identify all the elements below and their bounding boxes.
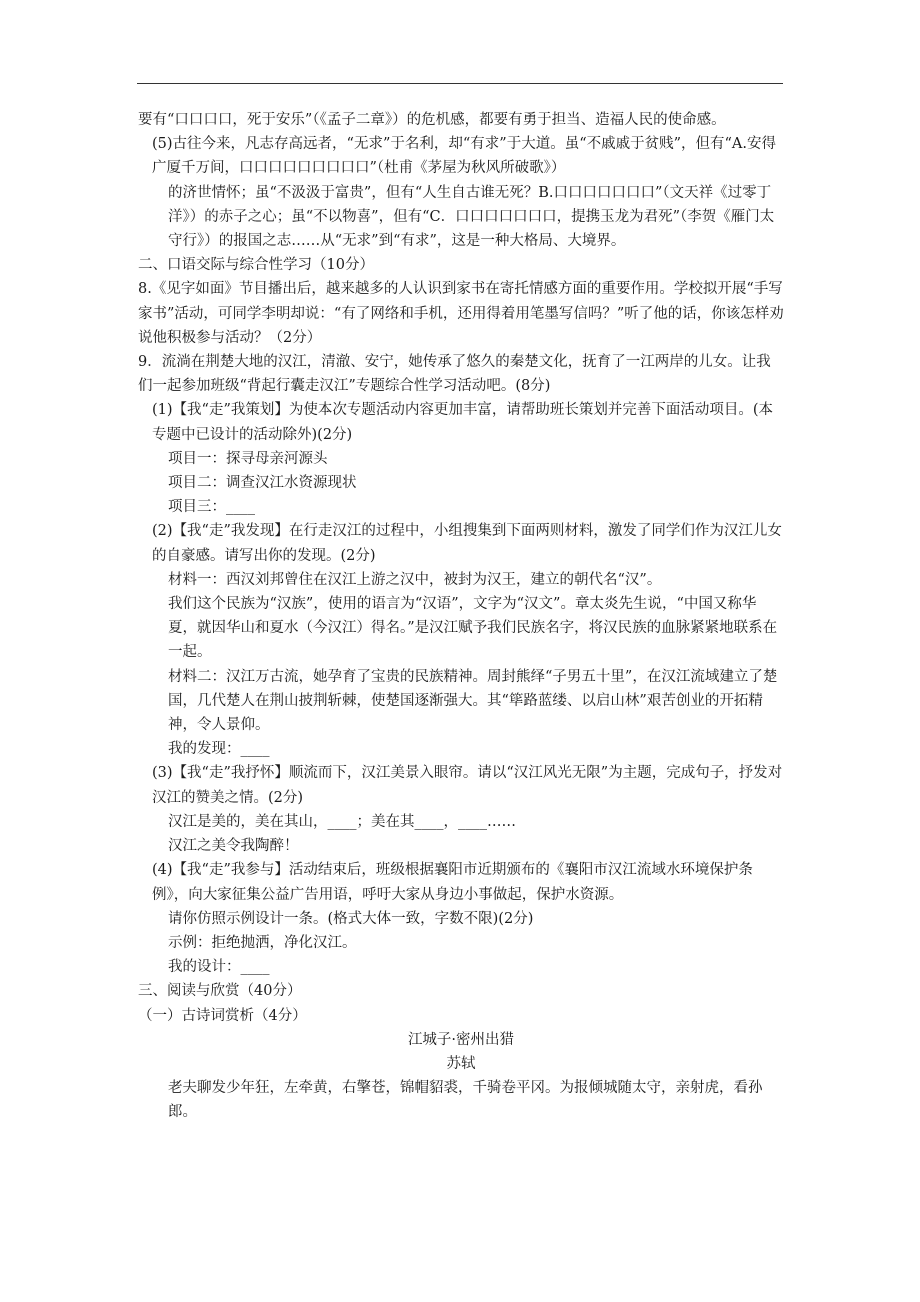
text-line: 请你仿照示例设计一条。(格式大体一致，字数不限)(2分) xyxy=(168,910,534,927)
text-line: 我的发现：____ xyxy=(168,741,270,758)
poem-author: 苏轼 xyxy=(446,1055,476,1072)
header-rule xyxy=(137,83,783,84)
poem-body: 老夫聊发少年狂，左牵黄，右擎苍，锦帽貂裘，千骑卷平冈。为报倾城随太守，亲射虎，看孙郎。 xyxy=(168,1080,763,1121)
text-line: 项目一：探寻母亲河源头 xyxy=(168,450,328,467)
text-line: 项目三：____ xyxy=(168,499,255,516)
text-line: 汉江是美的，美在其山，____；美在其____，____…… xyxy=(168,813,516,830)
question-5: (5)古往今来，凡志存高远者，“无求”于名利，却“有求”于大道。虽“不戚戚于贫贱”，但有“A.安得广厦千万间，口口口口口口口口口”（杜甫《茅屋为秋风所破歌》） xyxy=(152,136,777,177)
text-line: 要有“口口口口，死于安乐”（《孟子二章》）的危机感，都要有勇于担当、造福人民的使命感。 xyxy=(138,112,726,128)
subquestion-3: (3)【我“走”我抒怀】顺流而下，汉江美景入眼帘。请以“汉江风光无限”为主题，完成句子，抒发对汉江的赞美之情。(2分) xyxy=(152,765,783,806)
subquestion-2: (2)【我“走”我发现】在行走汉江的过程中，小组搜集到下面两则材料，激发了同学们作为汉江儿女的自豪感。请写出你的发现。(2分) xyxy=(152,523,782,564)
section-heading: 二、口语交际与综合性学习（10分） xyxy=(138,257,374,274)
text-line: 的济世情怀；虽“不汲汲于富贵”，但有“人生自古谁无死？B.口口口口口口口”（文天祥《过零丁洋》）的赤子之心；虽“不以物喜”，但有“C．口口口口口口口，提携玉龙为君死”（李贺《雁门太守行》）的报国之志……从“无求”到“有求”，这是一种大格局、大境界。 xyxy=(168,184,775,250)
text-line: 汉江之美令我陶醉！ xyxy=(168,838,299,855)
question-9: 9．流淌在荆楚大地的汉江，清澈、安宁，她传承了悠久的秦楚文化，抚育了一江两岸的儿女。让我们一起参加班级“背起行囊走汉江”专题综合性学习活动吧。(8分) xyxy=(138,354,771,395)
text-line: 我的设计：____ xyxy=(168,959,270,976)
section-heading: 三、阅读与欣赏（40分） xyxy=(138,983,302,1000)
subquestion-4: (4)【我“走”我参与】活动结束后，班级根据襄阳市近期颁布的《襄阳市汉江流域水环境保护条例》，向大家征集公益广告用语，呼吁大家从身边小事做起，保护水资源。 xyxy=(152,862,753,903)
text-line: 项目二：调查汉江水资源现状 xyxy=(168,475,357,492)
document-body xyxy=(138,108,784,1125)
poem-title: 江城子·密州出猎 xyxy=(407,1031,515,1048)
subsection-heading: （一）古诗词赏析（4分） xyxy=(138,1007,307,1024)
material-2: 材料二：汉江万古流，她孕育了宝贵的民族精神。周封熊绎“子男五十里”，在汉江流域建立了楚国，几代楚人在荆山披荆斩棘，使楚国逐渐强大。其“筚路蓝缕、以启山林”艰苦创业的开拓精神，令人景仰。 xyxy=(168,668,778,734)
text-line: 示例：拒绝抛洒，净化汉江。 xyxy=(168,934,357,951)
subquestion-1: (1)【我“走”我策划】为使本次专题活动内容更加丰富，请帮助班长策划并完善下面活动项目。(本专题中已设计的活动除外)(2分) xyxy=(152,402,774,443)
material-1: 材料一：西汉刘邦曾住在汉江上游之汉中，被封为汉王，建立的朝代名“汉”。 xyxy=(168,571,662,588)
text-line: 我们这个民族为“汉族”，使用的语言为“汉语”，文字为“汉文”。章太炎先生说，“中国又称华夏，就因华山和夏水（今汉江）得名。”是汉江赋予我们民族名字，将汉民族的血脉紧紧地联系在一起。 xyxy=(168,596,778,661)
question-8: 8.《见字如面》节目播出后，越来越多的人认识到家书在寄托情感方面的重要作用。学校拟开展“手写家书”活动，可同学李明却说：“有了网络和手机，还用得着用笔墨写信吗？”听了他的话，你该怎样劝说他积极参与活动？（2分） xyxy=(138,281,784,346)
